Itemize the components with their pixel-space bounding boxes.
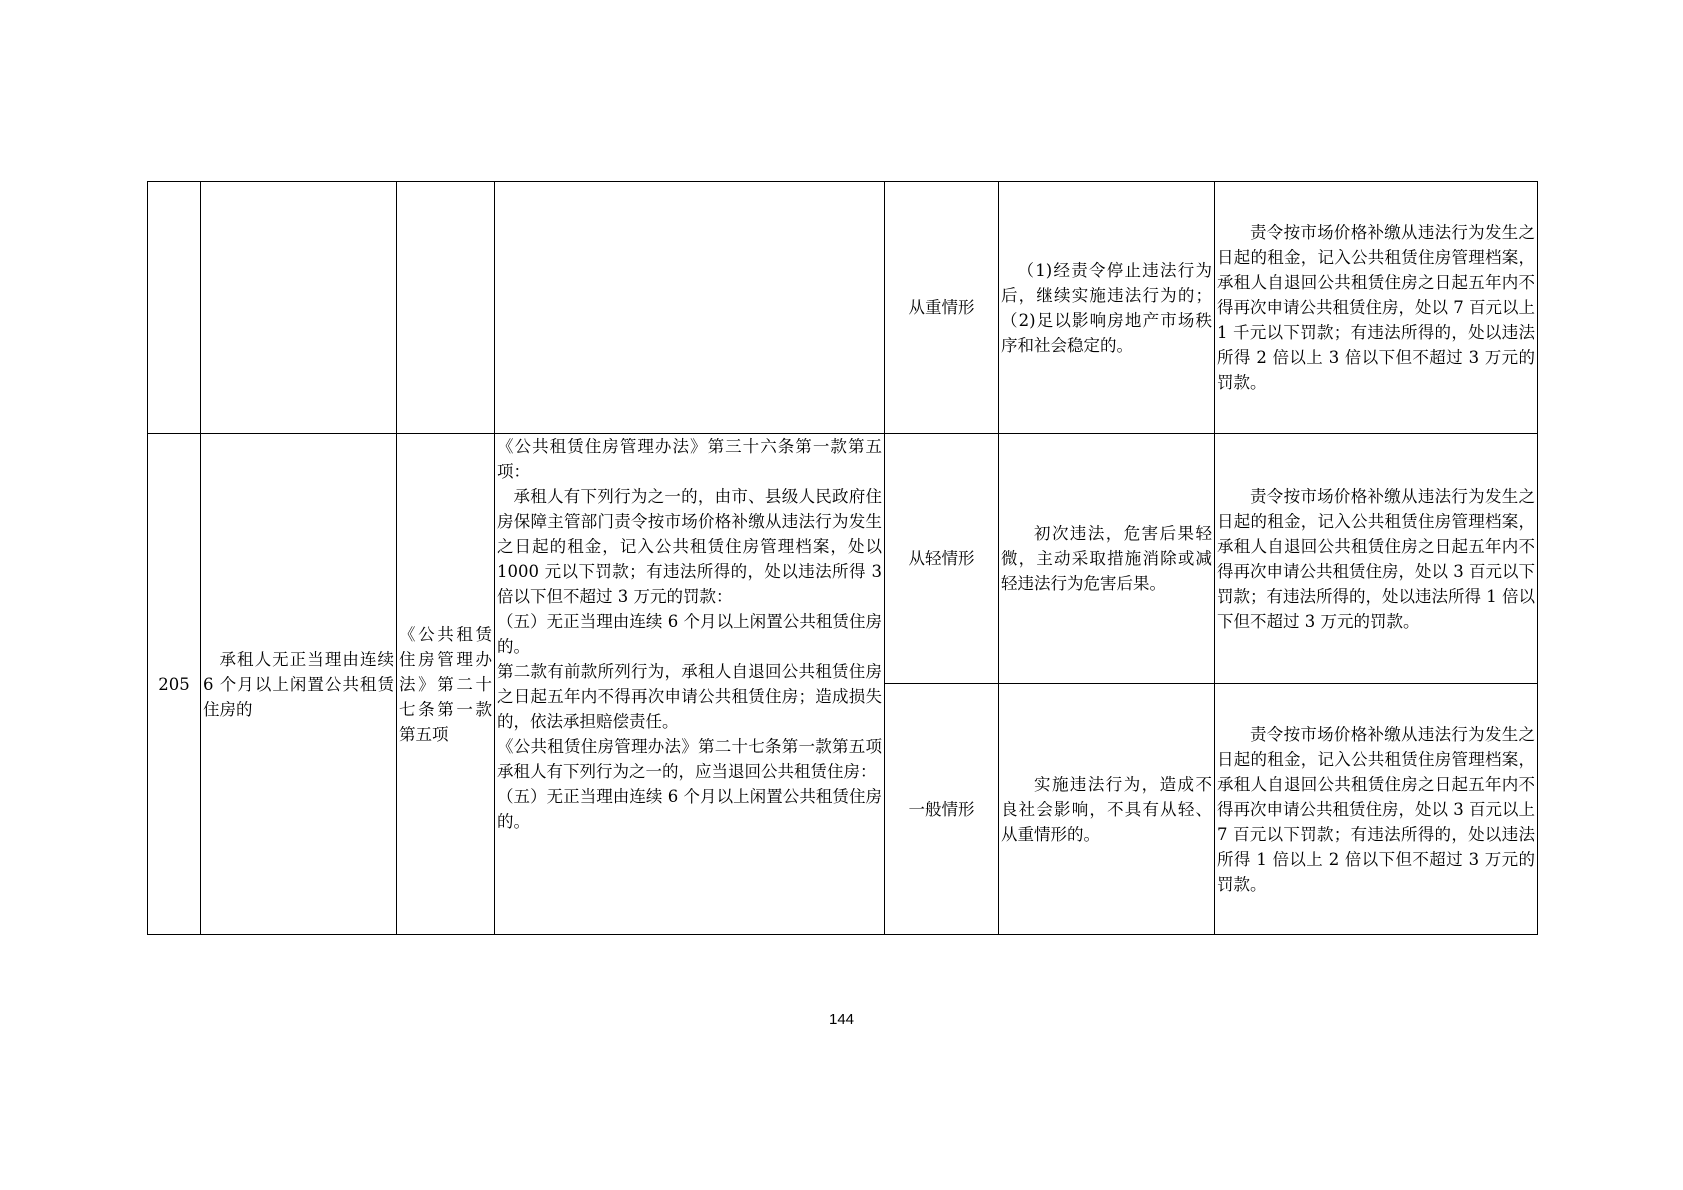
discretion-standards-table: [147, 181, 1538, 935]
cell-violation-empty: [201, 182, 397, 434]
general-condition: 实施违法行为，造成不良社会影响，不具有从轻、从重情形的。: [999, 684, 1215, 935]
violation-description: 承租人无正当理由连续 6 个月以上闲置公共租赁住房的: [201, 434, 397, 935]
legal-basis: [495, 434, 885, 935]
severe-condition: （1)经责令停止违法行为后，继续实施违法行为的；（2)足以影响房地产市场秩序和社会稳定的。: [999, 182, 1215, 434]
table-row-205-light: [148, 434, 1538, 684]
legal-basis-line: 第二款有前款所列行为，承租人自退回公共租赁住房之日起五年内不得再次申请公共租赁住房；造成损失的，依法承担赔偿责任。: [497, 662, 882, 731]
general-circumstance: 一般情形: [885, 684, 999, 935]
cell-legal-basis-empty: [495, 182, 885, 434]
page-number: 144: [828, 1011, 855, 1028]
legal-basis-line: 承租人有下列行为之一的，由市、县级人民政府住房保障主管部门责令按市场价格补缴从违法行为发生之日起的租金，记入公共租赁住房管理档案，处以 1000 元以下罚款；有违法所得的，处以违法所得 3 倍以下但不超过 3 万元的罚款：: [497, 487, 882, 606]
light-penalty: 责令按市场价格补缴从违法行为发生之日起的租金，记入公共租赁住房管理档案，承租人自退回公共租赁住房之日起五年内不得再次申请公共租赁住房，处以 3 百元以下罚款；有违法所得的，处以违法所得 1 倍以下但不超过 3 万元的罚款。: [1215, 434, 1538, 684]
cell-basis-short-empty: [397, 182, 495, 434]
general-penalty: 责令按市场价格补缴从违法行为发生之日起的租金，记入公共租赁住房管理档案，承租人自退回公共租赁住房之日起五年内不得再次申请公共租赁住房，处以 3 百元以上 7 百元以下罚款；有违法所得的，处以违法所得 1 倍以上 2 倍以下但不超过 3 万元的罚款。: [1215, 684, 1538, 935]
legal-basis-line: 《公共租赁住房管理办法》第二十七条第一款第五项承租人有下列行为之一的，应当退回公共租赁住房：: [497, 737, 882, 781]
legal-basis-line: （五）无正当理由连续 6 个月以上闲置公共租赁住房的。: [497, 787, 882, 831]
light-circumstance: 从轻情形: [885, 434, 999, 684]
legal-basis-line: 《公共租赁住房管理办法》第三十六条第一款第五项：: [497, 437, 882, 481]
severe-penalty: 责令按市场价格补缴从违法行为发生之日起的租金，记入公共租赁住房管理档案，承租人自退回公共租赁住房之日起五年内不得再次申请公共租赁住房，处以 7 百元以上 1 千元以下罚款；有违法所得的，处以违法所得 2 倍以上 3 倍以下但不超过 3 万元的罚款。: [1215, 182, 1538, 434]
basis-short: 《公共租赁住房管理办法》第二十七条第一款第五项: [397, 434, 495, 935]
light-condition: 初次违法，危害后果轻微，主动采取措施消除或减轻违法行为危害后果。: [999, 434, 1215, 684]
legal-basis-line: （五）无正当理由连续 6 个月以上闲置公共租赁住房的。: [497, 612, 882, 656]
cell-number-empty: [148, 182, 201, 434]
row-number: 205: [148, 434, 201, 935]
severe-circumstance: 从重情形: [885, 182, 999, 434]
table-row-previous: [148, 182, 1538, 434]
